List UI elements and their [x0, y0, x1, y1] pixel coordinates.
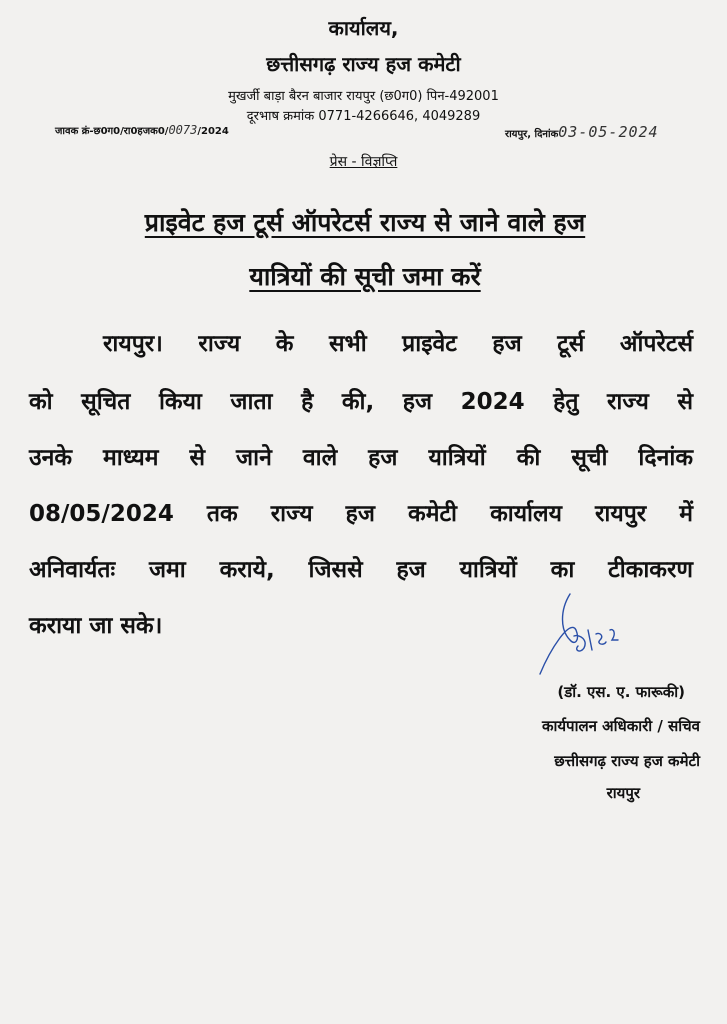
- date-line: [505, 123, 659, 141]
- date-prefix: रायपुर, दिनांक: [505, 129, 559, 140]
- body-line-4: 08/05/2024 तक राज्य हज कमेटी कार्यालय रायपुर में: [29, 501, 693, 527]
- press-release-label: प्रेस - विज्ञप्ति: [329, 154, 398, 170]
- body-line-5: अनिवार्यतः जमा कराये, जिससे हज यात्रियों का टीकाकरण: [29, 557, 693, 583]
- handwritten-signature: [530, 590, 640, 678]
- document-heading: [20, 196, 710, 304]
- heading-line-2: यात्रियों की सूची जमा करें: [249, 262, 481, 291]
- reference-prefix: जावक क्रं-छ0ग0/रा0हजक0/: [55, 126, 169, 137]
- signatory-city: रायपुर: [606, 784, 640, 802]
- letterhead-address: मुखर्जी बाड़ा बैरन बाजार रायपुर (छ0ग0) पिन-492001: [228, 89, 499, 104]
- body-line-1: रायपुर। राज्य के सभी प्राइवेट हज टूर्स ऑपरेटर्स: [103, 331, 693, 357]
- letterhead-phone: दूरभाष क्रमांक 0771-4266646, 4049289: [246, 109, 481, 124]
- heading-line-1: प्राइवेट हज टूर्स ऑपरेटर्स राज्य से जाने वाले हज: [144, 208, 586, 237]
- reference-suffix: /2024: [197, 126, 229, 137]
- signatory-designation: कार्यपालन अधिकारी / सचिव: [541, 717, 700, 735]
- letterhead-committee: छत्तीसगढ़ राज्य हज कमेटी: [266, 52, 461, 76]
- signatory-organization: छत्तीसगढ़ राज्य हज कमेटी: [554, 752, 700, 770]
- signatory-name: (डॉ. एस. ए. फारूकी): [557, 683, 685, 701]
- body-line-6: कराया जा सके।: [29, 613, 163, 639]
- letterhead-office: कार्यालय,: [328, 16, 399, 40]
- body-line-3: उनके माध्यम से जाने वाले हज यात्रियों की सूची दिनांक: [29, 445, 693, 471]
- reference-handwritten-number: 0073: [168, 123, 198, 137]
- date-handwritten-value: 03-05-2024: [558, 123, 659, 141]
- body-line-2: को सूचित किया जाता है की, हज 2024 हेतु राज्य से: [29, 389, 693, 415]
- reference-number: [55, 123, 229, 137]
- signature-stroke: [540, 594, 618, 674]
